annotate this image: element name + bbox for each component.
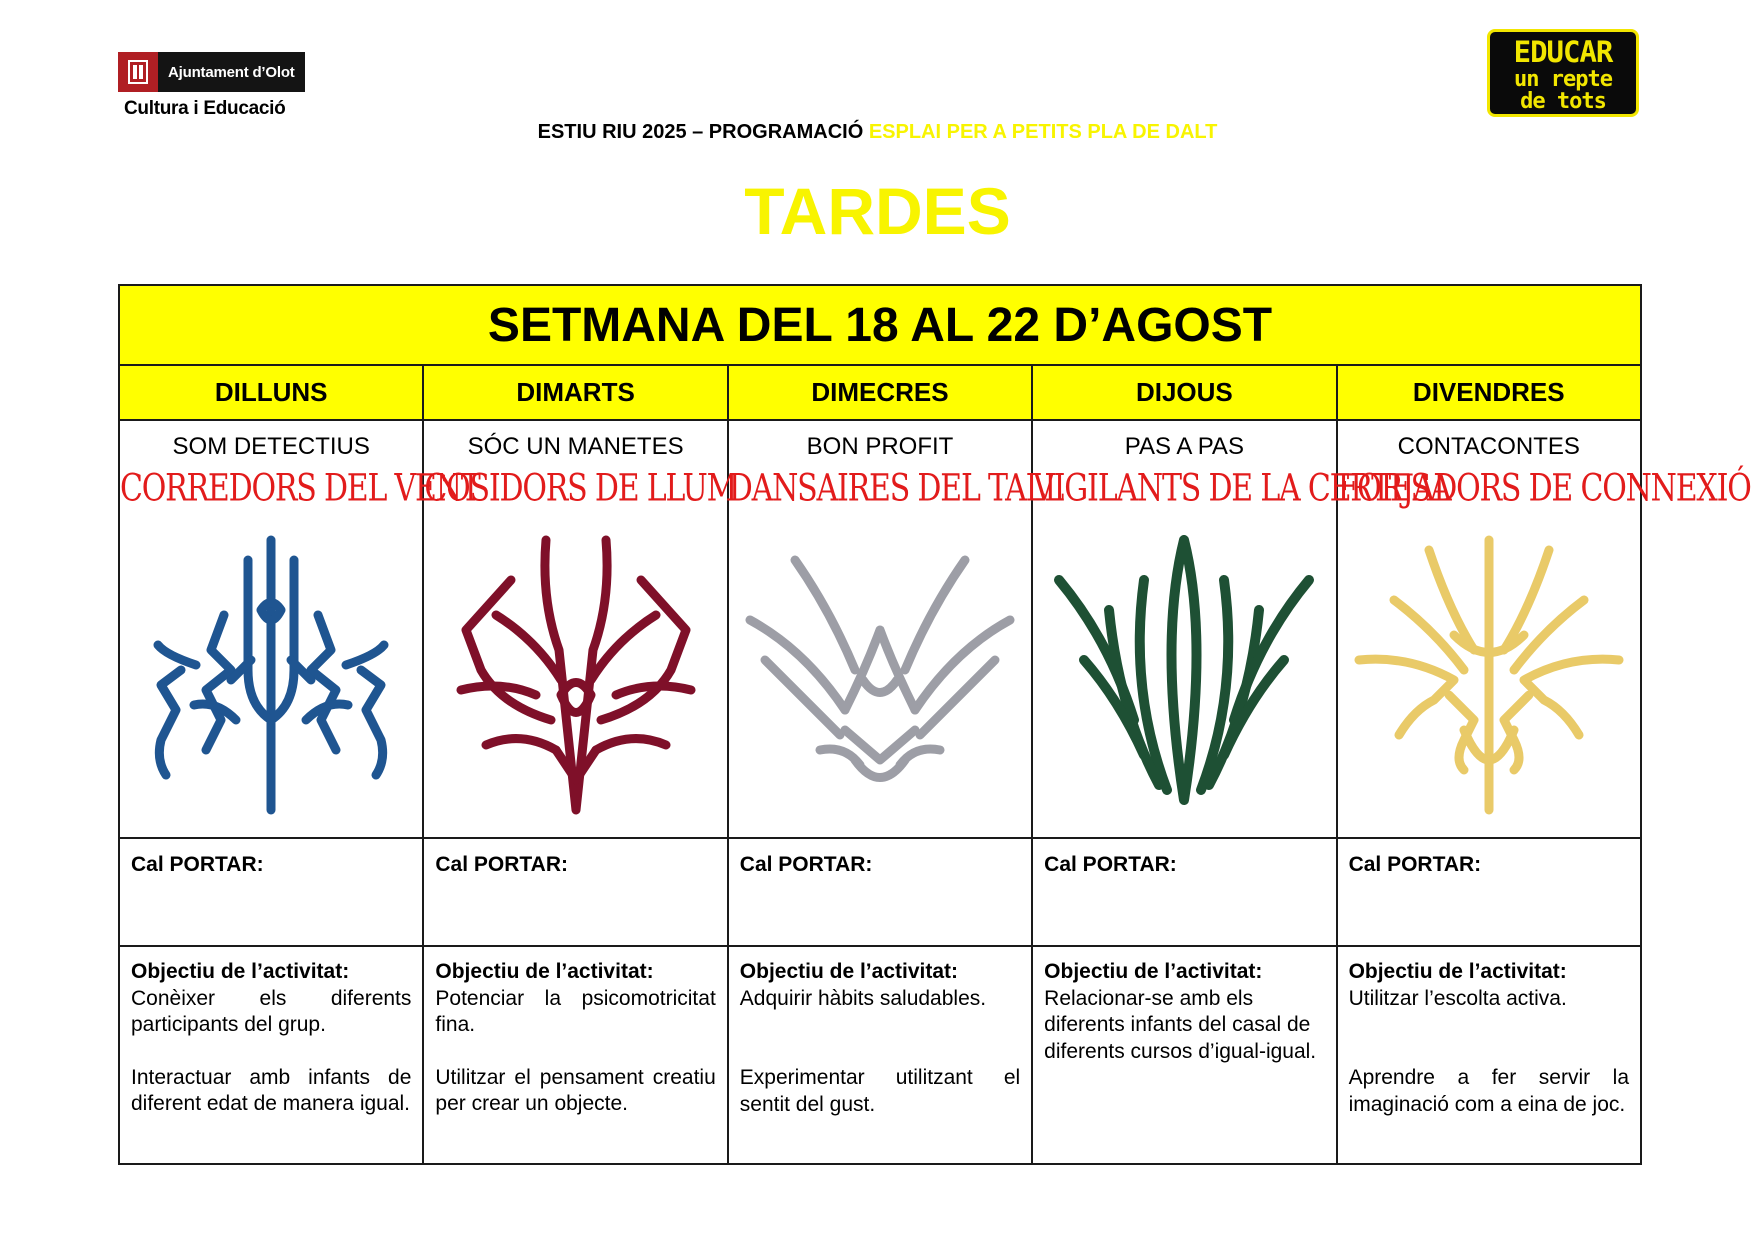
maroon-tribal-emblem-icon: [441, 520, 711, 820]
objective-cell-friday: [1337, 946, 1641, 1164]
objective-cell-monday: [119, 946, 423, 1164]
objective-label: Objectiu de l’activitat:: [1348, 960, 1567, 983]
day-header-friday: DIVENDRES: [1337, 365, 1641, 420]
objective-label: Objectiu de l’activitat:: [739, 960, 958, 983]
bring-cell-monday: [119, 838, 423, 946]
activity-cell-friday: [1337, 420, 1751, 838]
objective-text-2: Interactuar amb infants de diferent edat de manera igual.: [131, 1065, 412, 1115]
educar-line-1: EDUCAR: [1513, 35, 1613, 69]
bring-label: Cal PORTAR:: [131, 853, 264, 876]
objective-text-1: Utilitzar l’escolta activa.: [1348, 986, 1567, 1010]
objective-cell-wednesday: [728, 946, 1032, 1164]
objective-text-1: Adquirir hàbits saludables.: [739, 986, 987, 1010]
green-tribal-emblem-icon: [1049, 520, 1319, 820]
program-highlight: ESPLAI PER A PETITS PLA DE DALT: [868, 121, 1218, 143]
bring-cell-thursday: [1032, 838, 1336, 946]
activity-cell-thursday: [1032, 420, 1451, 838]
program-prefix: ESTIU RIU 2025 – PROGRAMACIÓ: [537, 121, 864, 143]
educar-line-3: de tots: [1520, 89, 1606, 114]
objective-cell-thursday: [1032, 946, 1336, 1164]
olot-logo-bar: [118, 52, 318, 92]
group-name: COSIDORS DE LLUM: [424, 466, 737, 511]
bring-cell-friday: [1337, 838, 1641, 946]
group-name: VIGILANTS DE LA CERTESA: [1033, 466, 1451, 511]
objective-text-1: Conèixer els diferents participants del grup.: [131, 986, 412, 1036]
ajuntament-olot-logo: [118, 52, 318, 120]
objective-text-1: Relacionar-se amb els diferents infants del casal de diferents cursos d’igual-igual.: [1044, 986, 1317, 1063]
bring-cell-tuesday: [423, 838, 727, 946]
week-title: SETMANA DEL 18 AL 22 D’AGOST: [119, 285, 1641, 365]
activity-name: SOM DETECTIUS: [172, 433, 370, 460]
bring-label: Cal PORTAR:: [1348, 853, 1482, 876]
objective-text-1: Potenciar la psicomotricitat fina.: [435, 986, 716, 1036]
objective-text-2: Aprendre a fer servir la imaginació com a eina de joc.: [1348, 1066, 1629, 1116]
blue-tribal-emblem-icon: [136, 520, 406, 820]
bring-label: Cal PORTAR:: [1044, 853, 1177, 876]
objective-cell-tuesday: [423, 946, 727, 1164]
day-header-thursday: DIJOUS: [1032, 365, 1336, 420]
activity-name: CONTACONTES: [1397, 433, 1580, 460]
program-heading: [0, 121, 1755, 144]
olot-shield-icon: [118, 52, 158, 92]
day-header-monday: DILLUNS: [119, 365, 423, 420]
objective-label: Objectiu de l’activitat:: [131, 960, 350, 983]
activity-cell-monday: [119, 420, 480, 838]
educar-line-2: un repte: [1514, 67, 1612, 92]
activity-name: SÓC UN MANETES: [467, 433, 684, 460]
activity-cell-tuesday: [423, 420, 737, 838]
objective-label: Objectiu de l’activitat:: [1044, 960, 1263, 983]
schedule-table: [118, 284, 1751, 1165]
bring-label: Cal PORTAR:: [435, 853, 569, 876]
objective-text-2: Utilitzar el pensament creatiu per crear un objecte.: [435, 1065, 716, 1115]
gold-tribal-emblem-icon: [1354, 520, 1624, 820]
page-title: TARDES: [744, 174, 1011, 248]
org-subtitle: Cultura i Educació: [124, 98, 286, 119]
group-name: CORREDORS DEL VENT: [120, 466, 480, 511]
activity-name: PAS A PAS: [1124, 433, 1244, 460]
org-name: Ajuntament d’Olot: [158, 52, 305, 92]
bring-cell-wednesday: [728, 838, 1032, 946]
activity-name: BON PROFIT: [806, 433, 954, 460]
objective-label: Objectiu de l’activitat:: [435, 960, 654, 983]
activity-cell-wednesday: [728, 420, 1064, 838]
objective-text-2: Experimentar utilitzant el sentit del gust.: [739, 1066, 1021, 1116]
group-name: FORJADORS DE CONNEXIÓ: [1337, 466, 1751, 511]
group-name: DANSAIRES DEL TALL: [728, 466, 1064, 511]
day-header-wednesday: DIMECRES: [728, 365, 1032, 420]
day-header-tuesday: DIMARTS: [423, 365, 727, 420]
gray-tribal-emblem-icon: [745, 520, 1015, 820]
educar-logo: [1487, 29, 1639, 117]
bring-label: Cal PORTAR:: [739, 853, 873, 876]
